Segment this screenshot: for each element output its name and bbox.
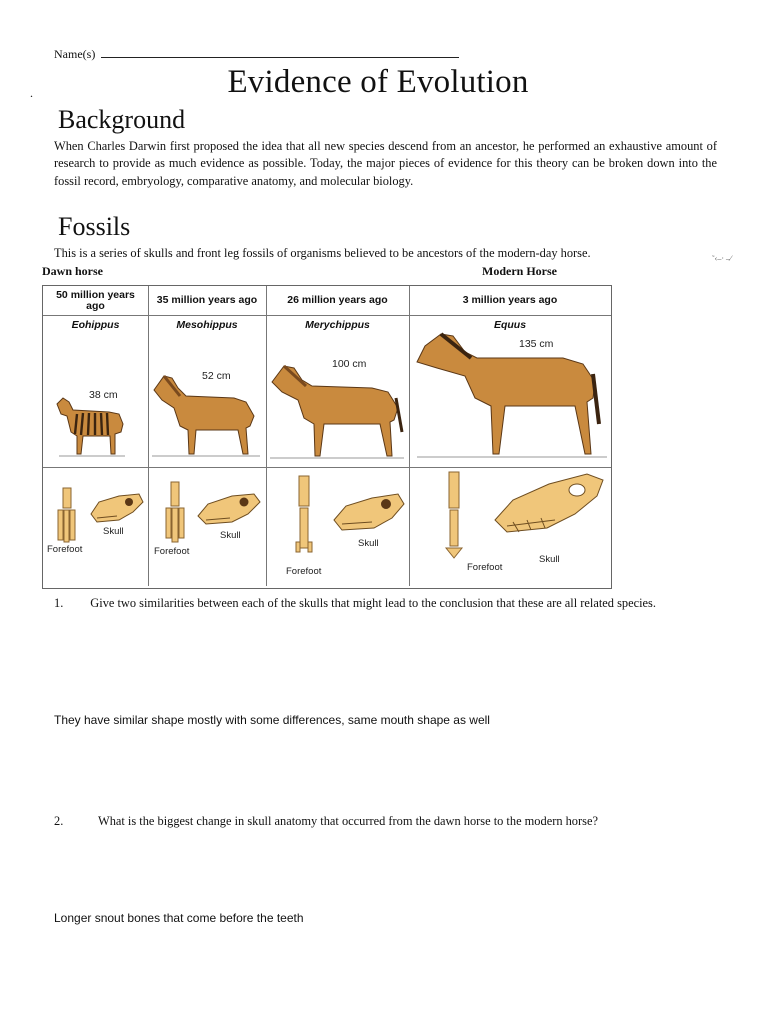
mesohippus-icon: [150, 368, 262, 460]
time-header: 26 million years ago: [266, 286, 409, 316]
stray-mark: .: [30, 86, 33, 100]
page-title: Evidence of Evolution: [227, 64, 529, 100]
figure-column-eohippus: [43, 286, 149, 586]
row-divider: [43, 467, 148, 468]
name-blank-line[interactable]: [101, 46, 459, 58]
equus-forefoot-icon: [443, 470, 465, 562]
answer-2[interactable]: Longer snout bones that come before the teeth: [54, 911, 304, 925]
genus-label: Equus: [493, 319, 527, 331]
size-label: 135 cm: [519, 338, 554, 350]
time-header: 50 million years ago: [43, 286, 148, 316]
background-heading: Background: [58, 105, 186, 134]
figure-column-mesohippus: [148, 286, 267, 586]
question-text: Give two similarities between each of the skulls that might lead to the conclusion that these are all related species.: [90, 596, 656, 610]
skull-label: Skull: [220, 530, 241, 541]
row-divider: [409, 467, 611, 468]
genus-label: Mesohippus: [176, 319, 238, 331]
question-2: [54, 813, 598, 830]
question-1: [54, 595, 717, 612]
eohippus-skull-icon: [89, 490, 145, 526]
merychippus-skull-icon: [332, 490, 406, 534]
background-paragraph: When Charles Darwin first proposed the idea that all new species descend from an ancestor, he performed an exhaustive amount of research to provide as much evidence as possible. Today, the major pieces of evidence for this theory can be broken down into the fossil record, embryology, comparative anatomy, and molecular biology.: [54, 139, 717, 188]
skull-label: Skull: [103, 526, 124, 537]
genus-label: Eohippus: [71, 319, 120, 331]
dawn-horse-label: Dawn horse: [42, 264, 104, 278]
mesohippus-skull-icon: [196, 490, 262, 528]
row-divider: [266, 467, 409, 468]
figure-column-merychippus: [266, 286, 410, 586]
eohippus-icon: [53, 392, 133, 460]
answer-1[interactable]: They have similar shape mostly with some differences, same mouth shape as well: [54, 713, 490, 727]
horse-evolution-figure: [42, 285, 612, 589]
skull-label: Skull: [539, 554, 560, 565]
equus-skull-icon: [493, 470, 607, 542]
question-text: What is the biggest change in skull anatomy that occurred from the dawn horse to the modern horse?: [98, 814, 598, 828]
forefoot-label: Forefoot: [154, 546, 190, 557]
name-field[interactable]: [54, 46, 459, 62]
name-label: Name(s): [54, 47, 96, 61]
figure-column-equus: [409, 286, 611, 586]
size-label: 100 cm: [332, 358, 367, 370]
time-header: 3 million years ago: [409, 286, 611, 316]
fossils-intro: This is a series of skulls and front leg fossils of organisms believed to be ancestors of the modern-day horse.: [54, 246, 591, 260]
merychippus-forefoot-icon: [292, 474, 316, 558]
merychippus-icon: [268, 358, 406, 462]
genus-label: Merychippus: [305, 319, 370, 331]
size-label: 38 cm: [89, 389, 118, 401]
equus-icon: [413, 326, 609, 462]
scribble-mark: ˜‹–· ‒⁄: [712, 254, 732, 263]
mesohippus-forefoot-icon: [164, 480, 186, 544]
forefoot-label: Forefoot: [467, 562, 503, 573]
time-header: 35 million years ago: [148, 286, 266, 316]
row-divider: [148, 467, 266, 468]
forefoot-label: Forefoot: [47, 544, 83, 555]
modern-horse-label: Modern Horse: [482, 264, 557, 278]
size-label: 52 cm: [202, 370, 231, 382]
forefoot-label: Forefoot: [286, 566, 322, 577]
question-number: 2.: [54, 814, 64, 828]
skull-label: Skull: [358, 538, 379, 549]
eohippus-forefoot-icon: [55, 486, 79, 544]
fossils-heading: Fossils: [58, 212, 131, 241]
question-number: 1.: [54, 596, 64, 610]
